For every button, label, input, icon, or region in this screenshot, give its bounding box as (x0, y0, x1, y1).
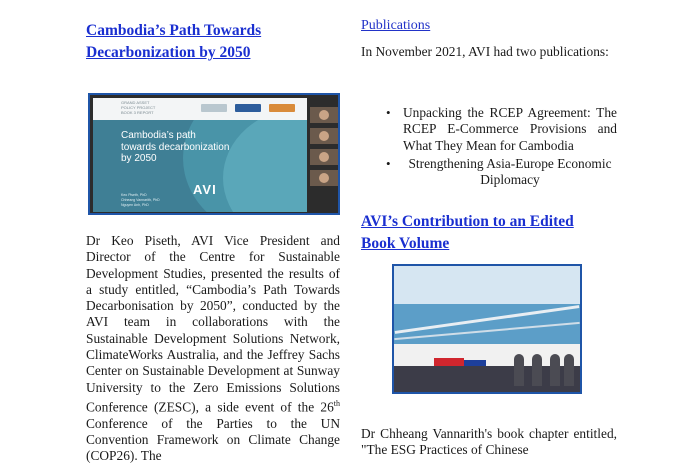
bullet-icon: • (386, 105, 391, 120)
bullet-icon: • (386, 155, 391, 171)
partner-logo (201, 104, 227, 112)
participant-video (310, 128, 338, 144)
publications-list (361, 105, 617, 190)
participant-thumbnails (310, 107, 338, 191)
publications-intro: In November 2021, AVI had two publications: (361, 44, 609, 59)
bridge-event-photo (392, 264, 582, 394)
heading-line: AVI’s Contribution to an Edited (361, 213, 574, 230)
heading-line: Book Volume (361, 235, 450, 252)
article-heading-book-volume[interactable] (361, 211, 574, 255)
slide-header: GRAND ASSET POLICY PROJECT BOOK 3 REPORT (121, 100, 156, 115)
partner-logo (235, 104, 261, 112)
report-cover-slide (93, 98, 307, 212)
webinar-screenshot (88, 93, 340, 215)
participant-video (310, 107, 338, 123)
heading-line: Decarbonization by 2050 (86, 44, 251, 61)
partner-logo (269, 104, 295, 112)
participant-video (310, 170, 338, 186)
avi-logo: AVI (193, 182, 217, 197)
article-heading-decarbonization[interactable] (86, 20, 261, 64)
article-body: Dr Chheang Vannarith's book chapter entitled, "The ESG Practices of Chinese (361, 426, 617, 458)
slide-title: Cambodia’s path towards decarbonization by 2050 (121, 130, 230, 164)
slide-authors: Keo Piseth, PhD Chheang Vannarith, PhD Nguyen Anh, PhD (121, 193, 160, 207)
list-item: • Unpacking the RCEP Agreement: The RCEP E-Commerce Provisions and What They Mean for Cambodia (386, 105, 617, 153)
heading-line: Cambodia’s Path Towards (86, 22, 262, 39)
article-body: Dr Keo Piseth, AVI Vice President and Director of the Centre for Sustainable Development Studies, presented the results of a study entitled, “Cambodia’s Path Towards Decarbonisation by 2050”, conducted by the AVI team in collaborations with the Sustainable Development Solutions Network, ClimateWorks Australia, and the Jeffrey Sachs Center on Sustainable Development at Sunway University to the Zero Emissions Solutions Conference (ZESC), a side event of the 26th Conference of the Parties to the UN Convention Framework on Climate Change (COP26). The (86, 233, 340, 464)
list-item: • Strengthening Asia-Europe Economic Diplomacy (386, 155, 612, 188)
participant-video (310, 149, 338, 165)
publications-link[interactable]: Publications (361, 18, 431, 33)
